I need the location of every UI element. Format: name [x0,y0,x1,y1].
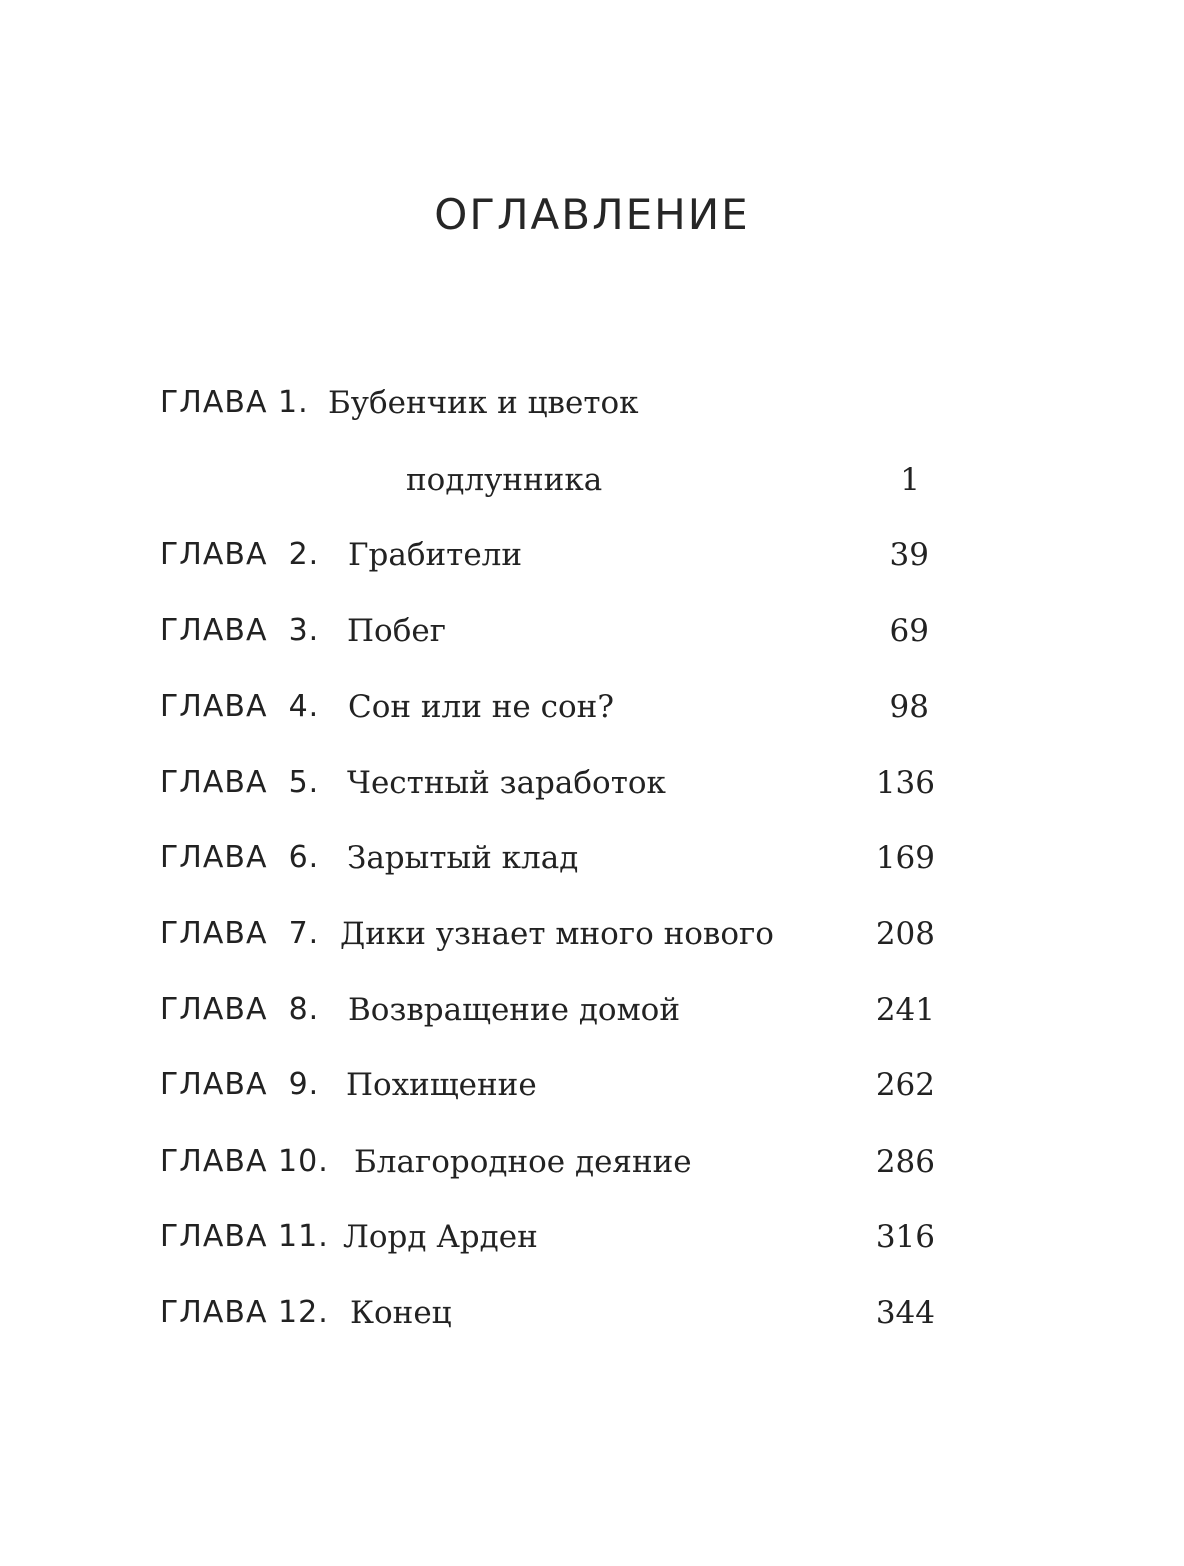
chapter-title-continuation: подлунника [406,462,603,498]
chapter-title: Побег [347,613,446,649]
chapter-label: ГЛАВА 1. [160,385,309,420]
chapter-label: ГЛАВА 12. [160,1295,329,1330]
chapter-title: Возвращение домой [348,992,681,1028]
chapter-label: ГЛАВА 5. [160,765,320,800]
page-number: 286 [875,1144,935,1180]
chapter-label: ГЛАВА 8. [160,992,320,1027]
page-number: 208 [875,916,935,952]
chapter-title: Лорд Арден [343,1219,538,1255]
toc-entry[interactable] [160,613,935,663]
page-title: ОГЛАВЛЕНИЕ [434,190,750,239]
page-number: 39 [889,537,929,573]
page-number: 98 [889,689,929,725]
chapter-label: ГЛАВА 10. [160,1144,329,1179]
chapter-label: ГЛАВА 2. [160,537,320,572]
page-number: 169 [875,840,935,876]
toc-entry[interactable] [160,1295,935,1345]
toc-entry[interactable] [160,916,935,966]
toc-entry[interactable] [160,1219,935,1269]
chapter-label: ГЛАВА 9. [160,1067,320,1102]
chapter-label: ГЛАВА 6. [160,840,320,875]
chapter-title: Благородное деяние [354,1144,692,1180]
toc-entry[interactable] [160,385,935,435]
chapter-title: Зарытый клад [347,840,579,876]
chapter-title: Дики узнает много нового [340,916,774,952]
chapter-label: ГЛАВА 4. [160,689,320,724]
chapter-label: ГЛАВА 7. [160,916,320,951]
page-number: 344 [875,1295,935,1331]
chapter-title: Конец [350,1295,452,1331]
page-number: 262 [875,1067,935,1103]
toc-entry[interactable] [160,992,935,1042]
chapter-title: Грабители [348,537,523,573]
toc-entry[interactable] [160,537,935,587]
chapter-label: ГЛАВА 3. [160,613,320,648]
page-number: 316 [875,1219,935,1255]
toc-entry[interactable] [160,689,935,739]
chapter-title: Честный заработок [347,765,666,801]
page-number: 136 [875,765,935,801]
chapter-title: Похищение [346,1067,537,1103]
toc-entry[interactable] [160,840,935,890]
toc-entry[interactable] [160,1067,935,1117]
page-number: 1 [900,462,920,498]
chapter-title: Бубенчик и цветок [328,385,639,421]
chapter-title: Сон или не сон? [348,689,614,725]
page-number: 69 [889,613,929,649]
toc-entry[interactable] [160,1144,935,1194]
chapter-label: ГЛАВА 11. [160,1219,329,1254]
toc-entry[interactable] [160,765,935,815]
page-number: 241 [875,992,935,1028]
